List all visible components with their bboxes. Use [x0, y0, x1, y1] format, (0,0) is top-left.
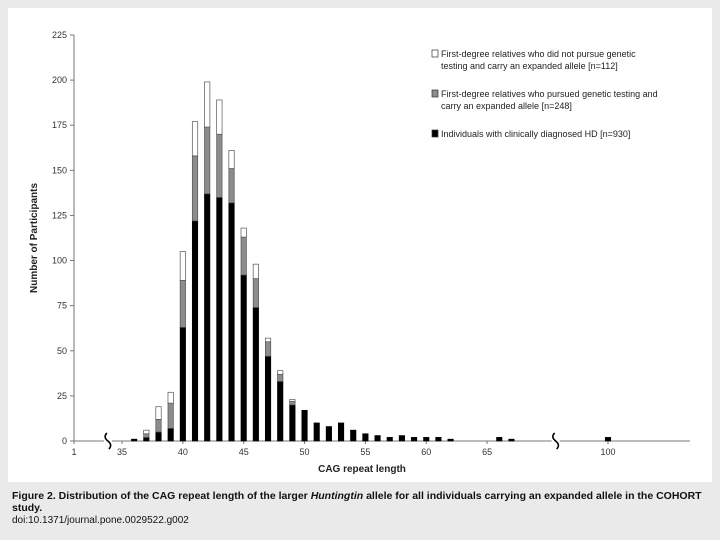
y-tick-label: 125 [51, 210, 67, 221]
x-tick-label: 55 [360, 447, 371, 457]
bar-tested-segment [265, 342, 270, 356]
bar-hd-segment [144, 437, 149, 441]
bar-hd-segment [411, 437, 416, 441]
legend-untested-swatch [432, 50, 438, 57]
bar-untested-segment [229, 150, 234, 168]
legend-tested-text: carry an expanded allele [n=248] [441, 101, 572, 111]
bar-tested-segment [144, 434, 149, 438]
bar-tested-segment [278, 374, 283, 381]
bar-hd-segment [217, 197, 222, 441]
bar-hd-segment [351, 430, 356, 441]
bar-hd-segment [241, 275, 246, 441]
y-tick-label: 50 [56, 345, 67, 356]
bar-hd-segment [497, 437, 502, 441]
bar-untested-segment [180, 252, 185, 281]
bar-hd-segment [314, 423, 319, 441]
y-axis-title: Number of Participants [29, 182, 40, 294]
bar-tested-segment [229, 169, 234, 203]
bar-tested-segment [290, 401, 295, 405]
legend-hd-text: Individuals with clinically diagnosed HD [n=930] [441, 129, 631, 139]
bar-hd-segment [229, 203, 234, 441]
bar-untested-segment [278, 371, 283, 375]
bar-hd-segment [448, 439, 453, 441]
bar-hd-segment [278, 381, 283, 441]
bar-hd-segment [338, 423, 343, 441]
bar-hd-segment [399, 436, 404, 441]
x-tick-label: 1 [71, 447, 77, 457]
bar-hd-segment [302, 410, 307, 441]
y-tick-label: 225 [51, 30, 67, 40]
bar-hd-segment [204, 194, 209, 441]
bar-hd-segment [436, 437, 441, 441]
bar-hd-segment [168, 428, 173, 441]
bar-hd-segment [192, 221, 197, 441]
caption-title [12, 490, 712, 514]
legend-tested-swatch [432, 90, 438, 97]
bar-hd-segment [509, 439, 514, 441]
bar-hd-segment [363, 434, 368, 441]
y-tick-label: 100 [51, 255, 67, 266]
bar-tested-segment [192, 156, 197, 221]
bar-hd-segment [375, 436, 380, 441]
bar-untested-segment [204, 82, 209, 127]
bar-hd-segment [253, 307, 258, 441]
bar-tested-segment [253, 279, 258, 308]
bar-untested-segment [241, 228, 246, 237]
bar-hd-segment [326, 427, 331, 441]
x-axis-title: CAG repeat length [318, 464, 406, 475]
y-tick-label: 150 [51, 165, 67, 176]
caption-doi: doi:10.1371/journal.pone.0029522.g002 [12, 515, 189, 526]
bar-untested-segment [253, 264, 258, 278]
bar-tested-segment [168, 403, 173, 428]
bar-hd-segment [265, 356, 270, 441]
x-tick-label: 35 [116, 447, 128, 457]
y-tick-label: 200 [51, 75, 67, 86]
legend-tested-text: First-degree relatives who pursued genetic testing and [441, 89, 658, 99]
bar-tested-segment [180, 280, 185, 327]
x-tick-label: 50 [299, 447, 310, 457]
bar-untested-segment [156, 407, 161, 420]
caption-prefix: Figure 2. Distribution of the CAG repeat length of the larger [12, 490, 311, 502]
caption-suffix: allele for all individuals carrying an expanded allele in the COHORT study. [12, 490, 702, 514]
bar-hd-segment [131, 439, 136, 441]
bar-hd-segment [387, 437, 392, 441]
y-tick-label: 175 [51, 120, 67, 131]
legend-untested-text: First-degree relatives who did not pursue genetic [441, 49, 636, 59]
caption-italic: Huntingtin [310, 490, 364, 502]
legend-untested-text: testing and carry an expanded allele [n=112] [441, 61, 618, 71]
bar-untested-segment [217, 100, 222, 134]
x-tick-label: 100 [600, 447, 616, 457]
bar-untested-segment [144, 430, 149, 434]
bar-hd-segment [180, 327, 185, 441]
bar-tested-segment [204, 127, 209, 194]
y-tick-label: 25 [56, 390, 67, 401]
y-tick-label: 0 [61, 436, 67, 446]
y-tick-label: 75 [56, 300, 67, 311]
bar-untested-segment [168, 392, 173, 403]
x-tick-label: 40 [177, 447, 188, 457]
bar-hd-segment [156, 432, 161, 441]
bar-tested-segment [217, 134, 222, 197]
bar-untested-segment [192, 122, 197, 156]
figure-caption [12, 490, 712, 527]
bar-tested-segment [241, 237, 246, 275]
x-tick-label: 60 [421, 447, 432, 457]
x-tick-label: 45 [238, 447, 249, 457]
bar-untested-segment [265, 338, 270, 342]
x-tick-label: 65 [482, 447, 493, 457]
bar-hd-segment [424, 437, 429, 441]
legend-hd-swatch [432, 130, 438, 137]
bar-hd-segment [605, 437, 610, 441]
bar-hd-segment [290, 405, 295, 441]
bar-tested-segment [156, 419, 161, 432]
bar-untested-segment [290, 399, 295, 401]
